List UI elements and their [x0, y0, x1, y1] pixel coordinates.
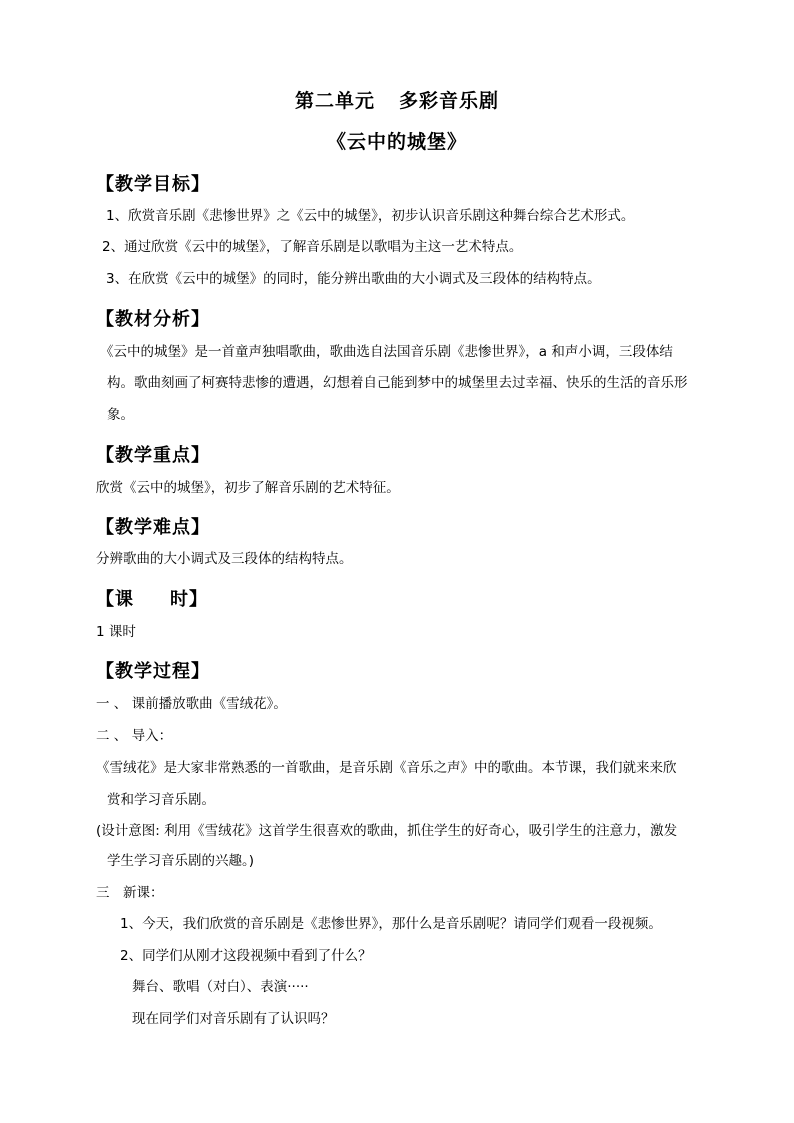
design-note-line-1: (设计意图: 利用《雪绒花》这首学生很喜欢的歌曲，抓住学生的好奇心，吸引学生的注意力，激发	[96, 823, 678, 839]
new-lesson-question: 现在同学们对音乐剧有了认识吗？	[132, 1011, 335, 1027]
goal-item-2: 2、通过欣赏《云中的城堡》，了解音乐剧是以歌唱为主这一艺术特点。	[102, 239, 523, 255]
key-points-text: 欣赏《云中的城堡》，初步了解音乐剧的艺术特征。	[96, 480, 400, 496]
unit-title-number: 第二单元	[294, 90, 375, 112]
intro-line-1: 《雪绒花》是大家非常熟悉的一首歌曲，是音乐剧《音乐之声》中的歌曲。本节课，我们就来来欣	[96, 760, 677, 776]
hours-heading-start: 【课	[96, 589, 134, 610]
new-lesson-item-1: 1、今天，我们欣赏的音乐剧是《悲惨世界》，那什么是音乐剧呢？请同学们观看一段视频。	[120, 916, 662, 932]
process-step-2: 二 、 导入：	[96, 728, 173, 744]
unit-title-name: 多彩音乐剧	[399, 90, 500, 112]
hours-text: 1 课时	[96, 624, 136, 640]
analysis-line-3: 象。	[107, 407, 134, 423]
analysis-heading: 【教材分析】	[96, 309, 210, 330]
hours-heading	[96, 585, 208, 611]
process-step-1: 一 、 课前播放歌曲《雪绒花》。	[96, 696, 287, 712]
analysis-line-2: 构。歌曲刻画了柯赛特悲惨的遭遇，幻想着自己能到梦中的城堡里去过幸福、快乐的生活的音乐形	[107, 375, 688, 391]
goals-heading: 【教学目标】	[96, 174, 210, 195]
new-lesson-answer: 舞台、歌唱（对白）、表演·····	[132, 979, 309, 995]
difficulty-text: 分辨歌曲的大小调式及三段体的结构特点。	[96, 551, 353, 567]
unit-title	[0, 86, 794, 113]
design-note-line-2: 学生学习音乐剧的兴趣。)	[107, 853, 255, 869]
lesson-title: 《云中的城堡》	[326, 131, 467, 153]
goal-item-3: 3、在欣赏《云中的城堡》的同时，能分辨出歌曲的大小调式及三段体的结构特点。	[106, 271, 601, 287]
goal-item-1: 1、欣赏音乐剧《悲惨世界》之《云中的城堡》，初步认识音乐剧这种舞台综合艺术形式。	[106, 208, 635, 224]
intro-line-2: 赏和学习音乐剧。	[107, 792, 215, 808]
analysis-line-1: 《云中的城堡》是一首童声独唱歌曲，歌曲选自法国音乐剧《悲惨世界》，a 和声小调，三段体结	[100, 344, 673, 360]
key-points-heading: 【教学重点】	[96, 445, 210, 466]
process-step-3: 三 新课：	[96, 885, 164, 901]
process-heading: 【教学过程】	[96, 661, 210, 682]
hours-heading-end: 时】	[170, 589, 208, 610]
new-lesson-item-2: 2、同学们从刚才这段视频中看到了什么？	[120, 948, 372, 964]
difficulty-heading: 【教学难点】	[96, 517, 210, 538]
